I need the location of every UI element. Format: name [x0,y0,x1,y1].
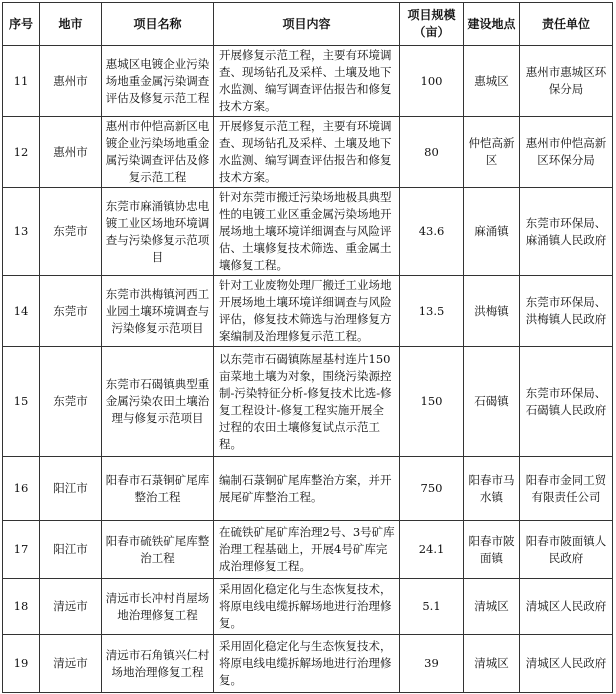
cell-location: 清城区 [464,579,520,635]
cell-content: 以东莞市石碣镇陈屋基村连片150亩菜地土壤为对象，围绕污染源控制-污染特征分析-修复技术比选-修复工程设计-修复工程实施开展全过程的农田土壤修复试点示范工程。 [214,347,400,457]
cell-unit: 东莞市环保局、洪梅镇人民政府 [520,276,613,347]
cell-content: 针对东莞市搬迁污染场地极具典型性的电镀工业区重金属污染场地开展场地土壤环境详细调查与风险评估、土壤修复技术筛选、重金属土壤修复工程。 [214,188,400,276]
cell-location: 清城区 [464,635,520,693]
table-row [3,276,613,347]
cell-name: 阳春市硫铁矿尾库整治工程 [102,521,214,579]
project-table [2,2,613,693]
document-page [2,2,612,691]
cell-scale: 24.1 [400,521,464,579]
table-row [3,188,613,276]
cell-name: 东莞市石碣镇典型重金属污染农田土壤治理与修复示范项目 [102,347,214,457]
cell-content: 采用固化稳定化与生态恢复技术，将原电线电缆拆解场地进行治理修复。 [214,579,400,635]
cell-content: 在硫铁矿尾矿库治理2号、3号矿库治理工程基础上，开展4号矿库完成治理修复工程。 [214,521,400,579]
cell-name: 阳春市石菉铜矿尾库整治工程 [102,457,214,521]
header-unit: 责任单位 [520,3,613,46]
cell-content: 开展修复示范工程，主要有环境调查、现场钻孔及采样、土壤及地下水监测、编写调查评估报告和修复技术方案。 [214,46,400,117]
header-location: 建设地点 [464,3,520,46]
cell-name: 东莞市洪梅镇河西工业园土壤环境调查与污染修复示范项目 [102,276,214,347]
cell-scale: 43.6 [400,188,464,276]
cell-scale: 100 [400,46,464,117]
cell-content: 开展修复示范工程，主要有环境调查、现场钻孔及采样、土壤及地下水监测、编写调查评估报告和修复技术方案。 [214,117,400,188]
cell-unit: 清城区人民政府 [520,635,613,693]
cell-city: 东莞市 [40,276,102,347]
cell-scale: 80 [400,117,464,188]
header-scale: 项目规模（亩） [400,3,464,46]
cell-name: 清远市石角镇兴仁村场地治理修复工程 [102,635,214,693]
cell-content: 针对工业废物处理厂搬迁工业场地开展场地土壤环境详细调查与风险评估，修复技术筛选与治理修复方案编制及治理修复示范工程。 [214,276,400,347]
cell-scale: 39 [400,635,464,693]
table-row [3,635,613,693]
cell-scale: 150 [400,347,464,457]
cell-scale: 750 [400,457,464,521]
cell-city: 惠州市 [40,46,102,117]
cell-city: 阳江市 [40,457,102,521]
cell-city: 清远市 [40,579,102,635]
header-content: 项目内容 [214,3,400,46]
table-row [3,579,613,635]
cell-city: 惠州市 [40,117,102,188]
cell-name: 惠州市仲恺高新区电镀企业污染场地重金属污染调查评估及修复示范工程 [102,117,214,188]
table-row [3,117,613,188]
cell-name: 东莞市麻涌镇协忠电镀工业区场地环境调查与污染修复示范项目 [102,188,214,276]
cell-no: 12 [3,117,40,188]
cell-content: 编制石菉铜矿尾库整治方案，并开展尾矿库整治工程。 [214,457,400,521]
table-row [3,457,613,521]
cell-location: 麻涌镇 [464,188,520,276]
cell-unit: 阳春市陂面镇人民政府 [520,521,613,579]
cell-no: 13 [3,188,40,276]
cell-unit: 惠州市惠城区环保分局 [520,46,613,117]
cell-unit: 东莞市环保局、石碣镇人民政府 [520,347,613,457]
cell-unit: 惠州市仲恺高新区环保分局 [520,117,613,188]
cell-content: 采用固化稳定化与生态恢复技术，将原电线电缆拆解场地进行治理修复。 [214,635,400,693]
cell-city: 阳江市 [40,521,102,579]
cell-name: 惠城区电镀企业污染场地重金属污染调查评估及修复示范工程 [102,46,214,117]
cell-scale: 5.1 [400,579,464,635]
cell-city: 东莞市 [40,188,102,276]
cell-location: 阳春市陂面镇 [464,521,520,579]
cell-unit: 阳春市金同工贸有限责任公司 [520,457,613,521]
table-header-row [3,3,613,46]
cell-location: 仲恺高新区 [464,117,520,188]
table-row [3,347,613,457]
cell-no: 15 [3,347,40,457]
header-city: 地市 [40,3,102,46]
cell-no: 14 [3,276,40,347]
header-no: 序号 [3,3,40,46]
cell-name: 清远市长冲村肖屋场地治理修复工程 [102,579,214,635]
table-row [3,521,613,579]
cell-no: 18 [3,579,40,635]
cell-scale: 13.5 [400,276,464,347]
cell-location: 洪梅镇 [464,276,520,347]
cell-no: 16 [3,457,40,521]
cell-no: 19 [3,635,40,693]
header-name: 项目名称 [102,3,214,46]
cell-unit: 东莞市环保局、麻涌镇人民政府 [520,188,613,276]
table-row [3,46,613,117]
cell-location: 阳春市马水镇 [464,457,520,521]
cell-no: 11 [3,46,40,117]
cell-no: 17 [3,521,40,579]
cell-location: 石碣镇 [464,347,520,457]
cell-city: 东莞市 [40,347,102,457]
cell-location: 惠城区 [464,46,520,117]
cell-unit: 清城区人民政府 [520,579,613,635]
cell-city: 清远市 [40,635,102,693]
